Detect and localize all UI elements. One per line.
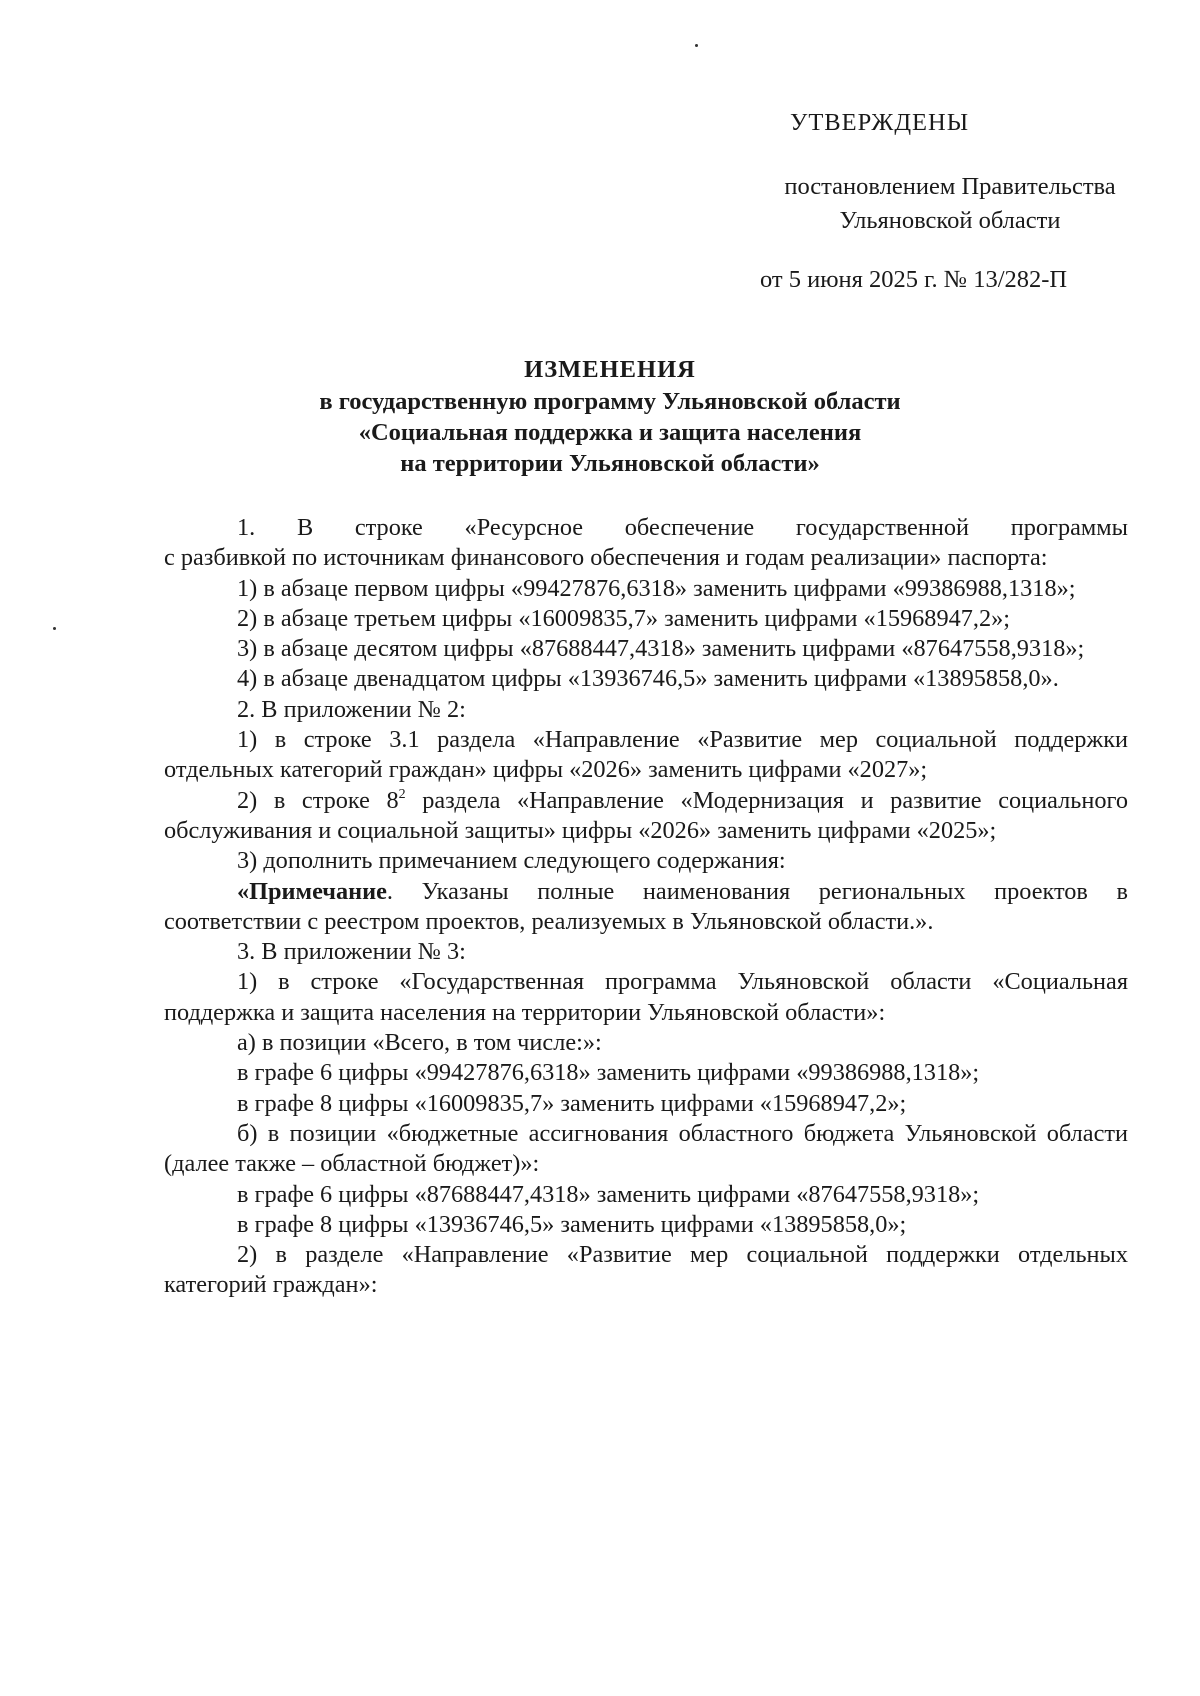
paragraph-1-lead: 1. В строке «Ресурсное обеспечение государственной программы [237,514,1128,541]
paragraph-1-rest: с разбивкой по источникам финансового обеспечения и годам реализации» паспорта: [164,544,1048,572]
paragraph-3-item-2: 2) в разделе «Направление «Развитие мер социальной поддержки отдельных категорий граждан»: [164,1241,1128,1299]
paragraph-3-item-1-b-2: в графе 8 цифры «13936746,5» заменить цифрами «13895858,0»; [237,1210,907,1238]
paragraph-2-item-3: 3) дополнить примечанием следующего содержания: [237,847,786,875]
scan-speck [695,44,698,47]
paragraph-3-item-1: 1) в строке «Государственная программа Ульяновской области «Социальная поддержка и защита населения на территории Ульяновской области»: [164,968,1128,1026]
title-line-1: в государственную программу Ульяновской области [319,388,901,415]
paragraph-3-item-1-a-2: в графе 8 цифры «16009835,7» заменить цифрами «15968947,2»; [237,1089,907,1117]
paragraph-3-item-1-a: а) в позиции «Всего, в том числе:»: [237,1029,602,1057]
paragraph-3-item-1-b: б) в позиции «бюджетные ассигнования областного бюджета Ульяновской области (далее также – областной бюджет)»: [164,1119,1128,1178]
resolution-line-2: Ульяновской области [839,207,1061,234]
document-title [200,354,1020,479]
paragraph-3: 3. В приложении № 3: [237,938,466,966]
paragraph-2: 2. В приложении № 2: [237,695,466,723]
title-heading: ИЗМЕНЕНИЯ [524,356,696,383]
document-body [164,513,1128,1301]
paragraph-2-item-1: 1) в строке 3.1 раздела «Направление «Развитие мер социальной поддержки отдельных категорий граждан» цифры «2026» заменить цифрами «2027»; [164,726,1128,784]
paragraph-3-item-1-b-1: в графе 6 цифры «87688447,4318» заменить цифрами «87647558,9318»; [237,1180,980,1208]
paragraph-2-item-2 [164,786,1128,847]
resolution-line-1: постановлением Правительства [784,173,1116,200]
approval-resolution [740,170,1160,238]
note-label: «Примечание [237,877,387,905]
note-text: . Указаны полные наименования региональных проектов в соответствии с реестром проектов, реализуемых в Ульяновской области.». [164,877,1128,935]
p2-item2-start: 2) в строке 8 [237,786,399,814]
paragraph-1-item-4: 4) в абзаце двенадцатом цифры «13936746,5» заменить цифрами «13895858,0». [237,665,1059,693]
superscript: 2 [398,786,406,802]
paragraph-1-item-3: 3) в абзаце десятом цифры «87688447,4318» заменить цифрами «87647558,9318»; [237,635,1085,663]
p2-item2-end: раздела «Направление «Модернизация и развитие социального обслуживания и социальной защиты» цифры «2026» заменить цифрами «2025»; [164,786,1128,844]
resolution-date-number: от 5 июня 2025 г. № 13/282-П [760,266,1068,293]
paragraph-1-item-1: 1) в абзаце первом цифры «99427876,6318» заменить цифрами «99386988,1318»; [237,574,1076,602]
scan-speck [53,627,56,630]
title-line-2: «Социальная поддержка и защита населения [358,419,862,446]
paragraph-2-note [164,877,1128,938]
paragraph-1-item-2: 2) в абзаце третьем цифры «16009835,7» заменить цифрами «15968947,2»; [237,604,1011,632]
title-line-3: на территории Ульяновской области» [400,450,820,477]
approval-stamp-title: УТВЕРЖДЕНЫ [790,109,970,136]
paragraph-3-item-1-a-1: в графе 6 цифры «99427876,6318» заменить цифрами «99386988,1318»; [237,1059,980,1087]
